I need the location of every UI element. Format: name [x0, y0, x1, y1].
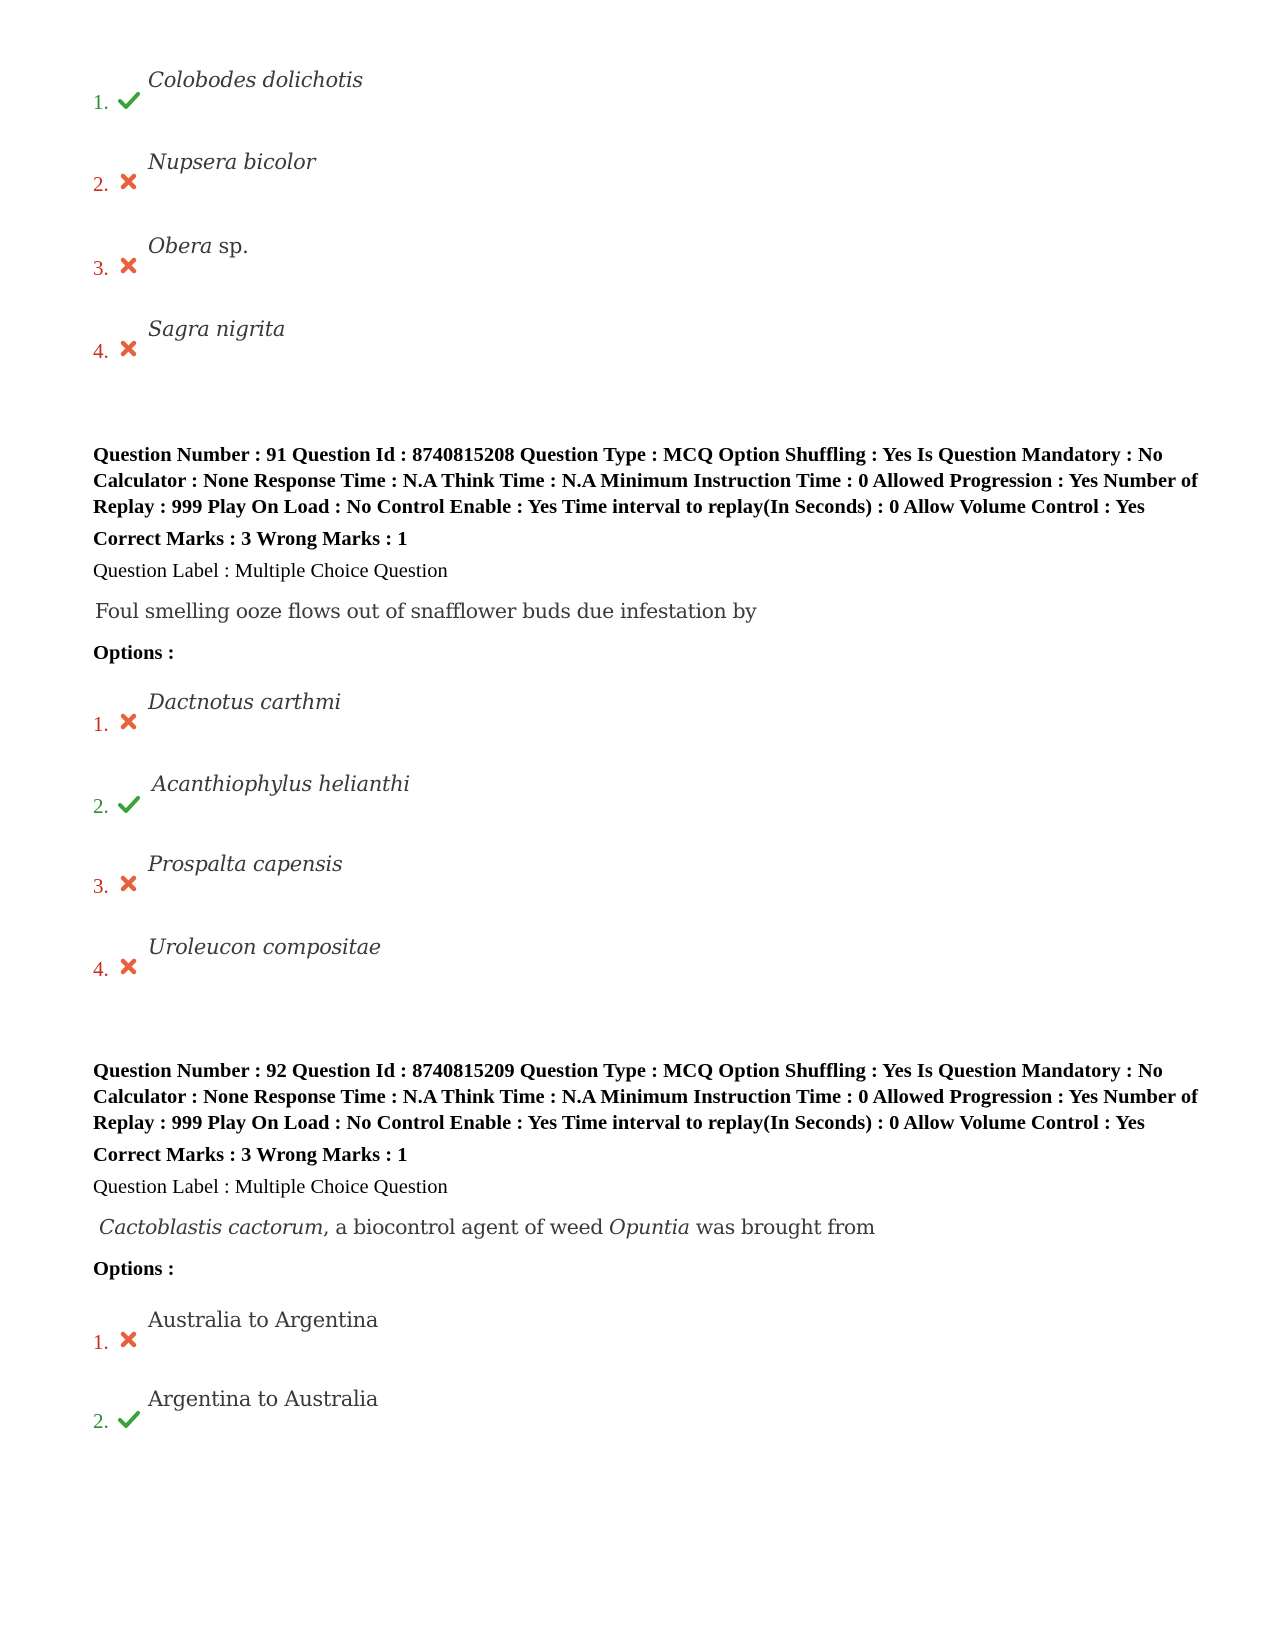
q92-option-2 [93, 1387, 693, 1447]
q91-option-1 [93, 690, 693, 750]
question-text: Cactoblastis cactorum, a biocontrol agent of weed Opuntia was brought from [99, 1215, 875, 1239]
question-marks: Correct Marks : 3 Wrong Marks : 1 [93, 1144, 408, 1166]
option-number: 4. [93, 339, 109, 363]
q91-option-2 [93, 772, 693, 832]
cross-icon [117, 955, 141, 979]
cross-icon [117, 872, 141, 896]
check-icon [117, 88, 141, 112]
prev-option-2 [93, 150, 693, 210]
options-heading: Options : [93, 642, 175, 664]
option-text: Uroleucon compositae [148, 935, 381, 959]
question-text: Foul smelling ooze flows out of snafflower buds due infestation by [95, 599, 757, 623]
options-heading: Options : [93, 1258, 175, 1280]
cross-icon [117, 337, 141, 361]
option-text: Acanthiophylus helianthi [152, 772, 410, 796]
prev-option-4 [93, 317, 693, 377]
option-text: Obera sp. [148, 234, 249, 258]
question-label: Question Label : Multiple Choice Question [93, 1176, 448, 1198]
check-icon [117, 792, 141, 816]
option-number: 1. [93, 1330, 109, 1354]
option-number: 2. [93, 1409, 109, 1433]
option-text: Prospalta capensis [148, 852, 343, 876]
option-number: 2. [93, 794, 109, 818]
option-text: Sagra nigrita [148, 317, 286, 341]
option-text: Dactnotus carthmi [148, 690, 341, 714]
cross-icon [117, 1328, 141, 1352]
q92-option-1 [93, 1308, 693, 1368]
question-meta: Question Number : 92 Question Id : 8740815209 Question Type : MCQ Option Shuffling : Yes Is Question Mandatory : No Calculator : None Response Time : N.A Think Time : N.A Minimum Instruction Time : 0 Allowed Progression : Yes Number of Replay : 999 Play On Load : No Control Enable : Yes Time interval to replay(In Seconds) : 0 Allow Volume Control : Yes [93, 1060, 1198, 1134]
question-marks: Correct Marks : 3 Wrong Marks : 1 [93, 528, 408, 550]
question-label: Question Label : Multiple Choice Question [93, 560, 448, 582]
question-meta: Question Number : 91 Question Id : 8740815208 Question Type : MCQ Option Shuffling : Yes Is Question Mandatory : No Calculator : None Response Time : N.A Think Time : N.A Minimum Instruction Time : 0 Allowed Progression : Yes Number of Replay : 999 Play On Load : No Control Enable : Yes Time interval to replay(In Seconds) : 0 Allow Volume Control : Yes [93, 444, 1198, 518]
option-number: 1. [93, 90, 109, 114]
q91-option-3 [93, 852, 693, 912]
cross-icon [117, 170, 141, 194]
check-icon [117, 1407, 141, 1431]
cross-icon [117, 254, 141, 278]
option-number: 3. [93, 256, 109, 280]
option-number: 3. [93, 874, 109, 898]
option-text: Nupsera bicolor [148, 150, 316, 174]
prev-option-3 [93, 234, 693, 294]
option-number: 1. [93, 712, 109, 736]
q91-option-4 [93, 935, 693, 995]
option-text: Colobodes dolichotis [148, 68, 363, 92]
question-91 [93, 442, 1203, 666]
question-92 [93, 1058, 1203, 1282]
prev-option-1 [93, 68, 693, 128]
option-number: 4. [93, 957, 109, 981]
option-number: 2. [93, 172, 109, 196]
option-text: Argentina to Australia [148, 1387, 379, 1411]
cross-icon [117, 710, 141, 734]
option-text: Australia to Argentina [148, 1308, 379, 1332]
